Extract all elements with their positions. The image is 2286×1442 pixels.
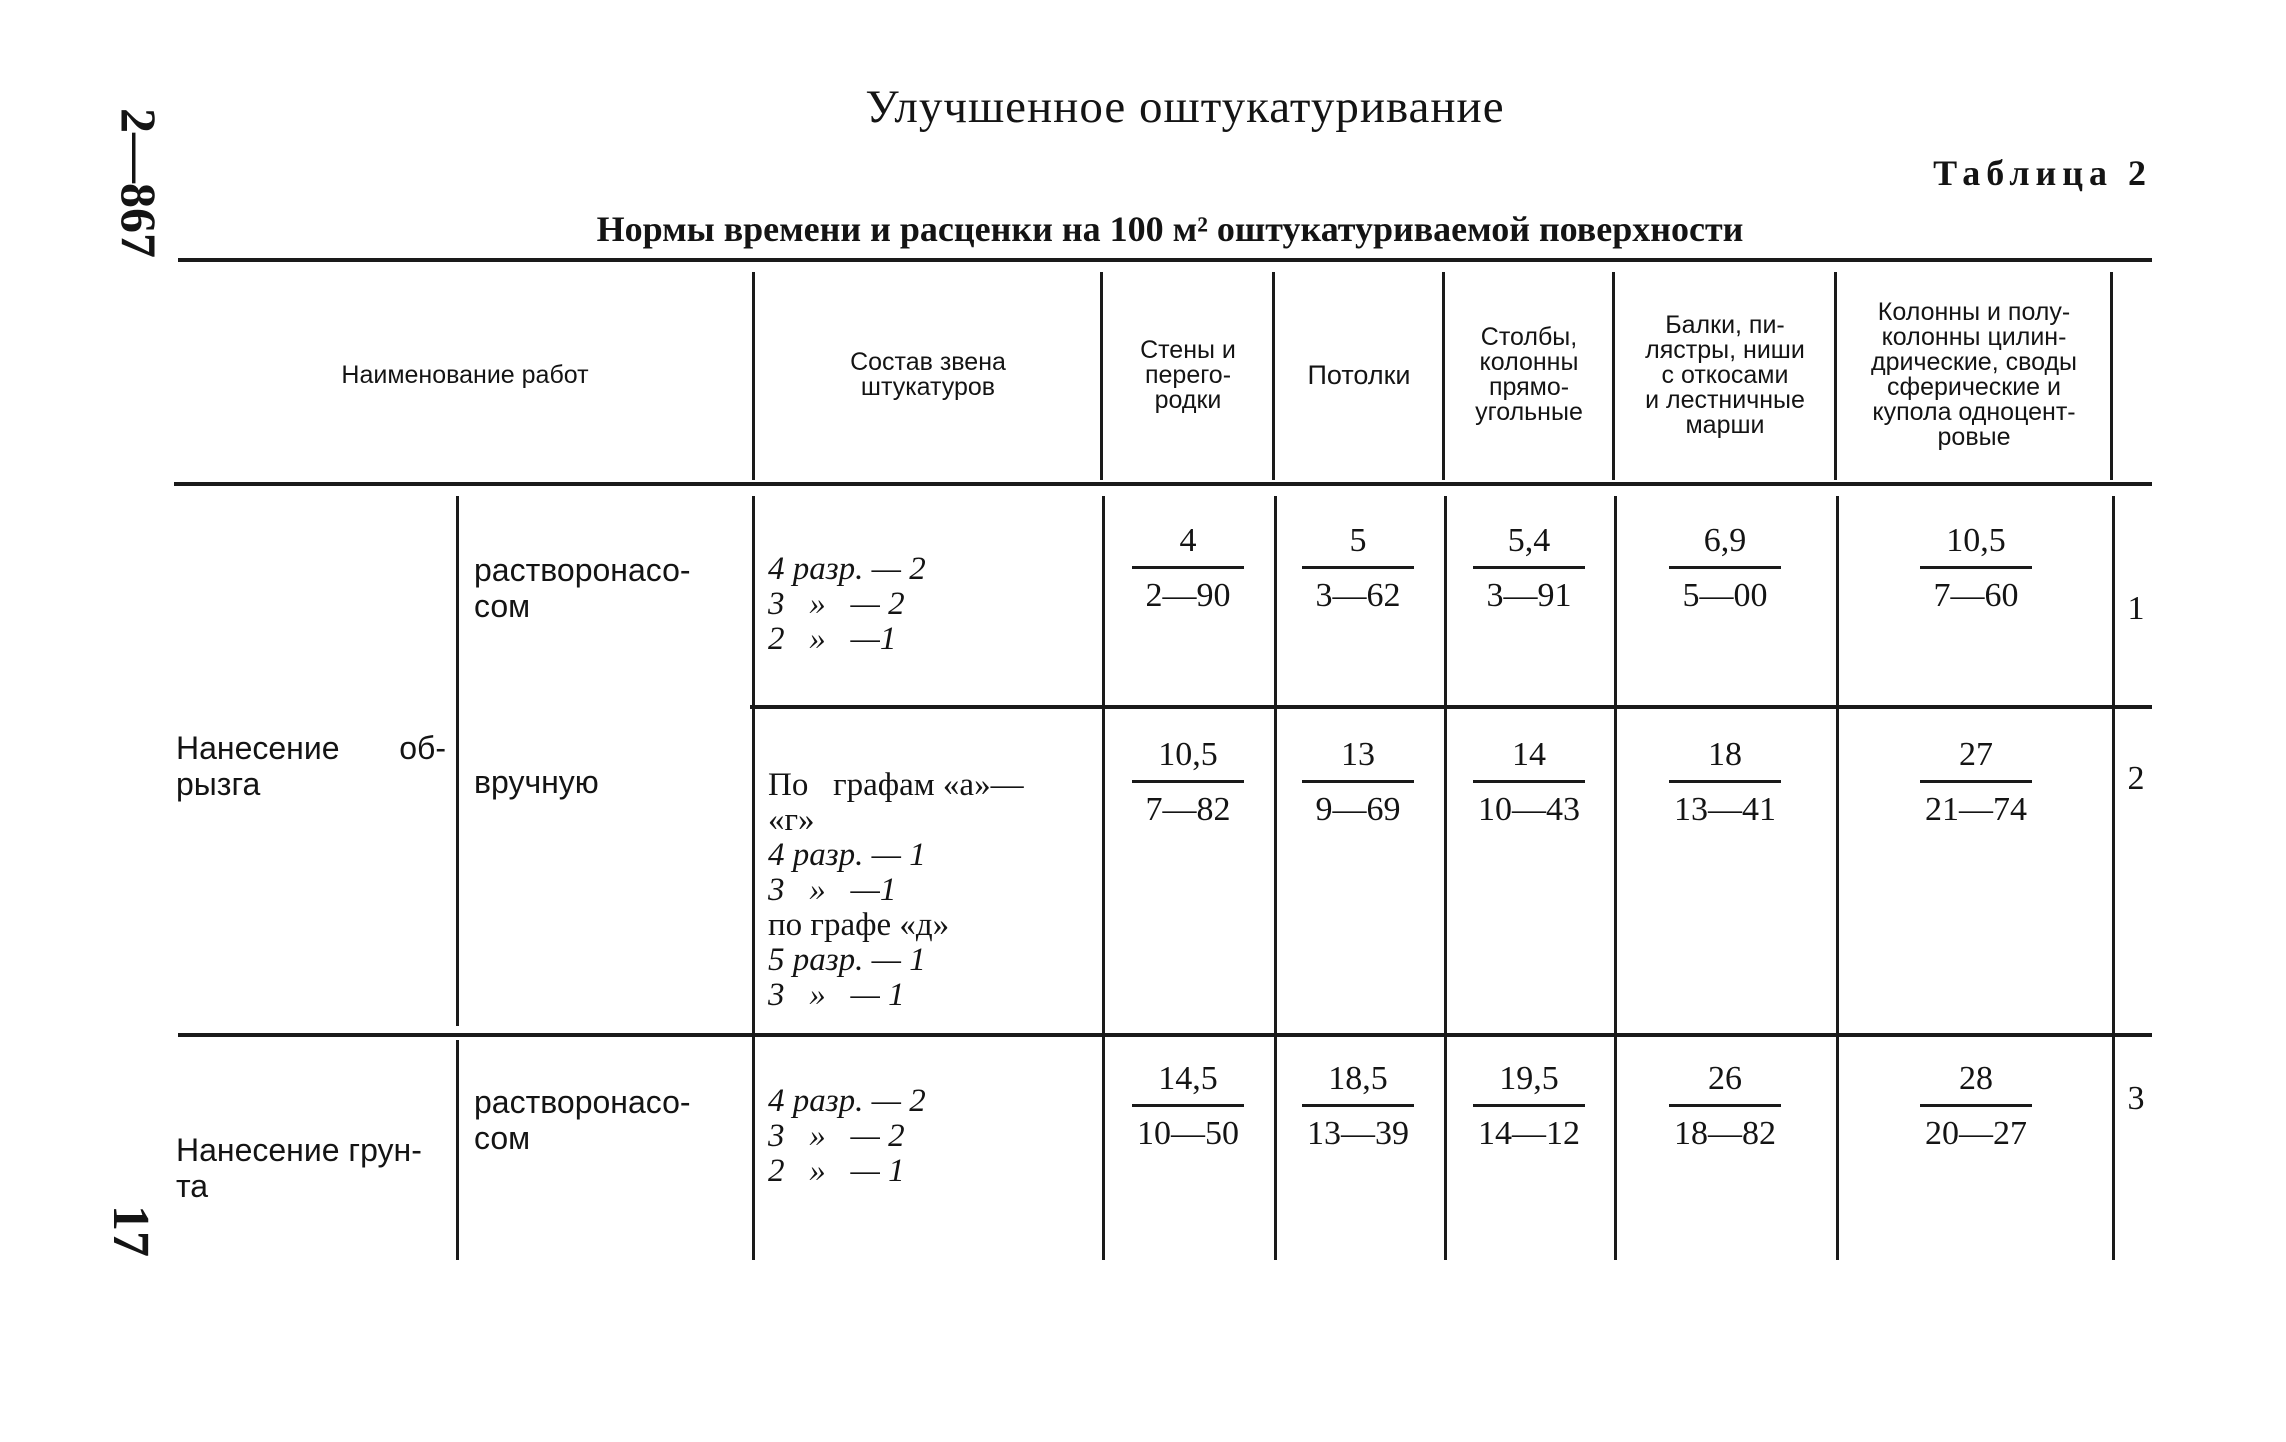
row-number: 3 (2127, 1080, 2145, 1117)
row-number: 1 (2127, 590, 2145, 627)
header-col-beams (1616, 270, 1834, 480)
row-number: 2 (2127, 760, 2145, 797)
side-page-number-top: 2—867 (111, 108, 167, 258)
rate: 14—12 (1478, 1115, 1580, 1152)
crew-line: 3 » — 1 (768, 977, 905, 1013)
value-row-1-beams (1655, 522, 1795, 615)
header-col-pillars-line: колонны (1479, 348, 1579, 376)
method-row-1 (474, 552, 744, 624)
rule-v-d-h (1612, 272, 1615, 480)
crew-row-1 (768, 552, 1098, 657)
time-norm: 13 (1341, 736, 1375, 773)
crew-line: 3 » — 2 (768, 586, 905, 622)
rate: 7—60 (1933, 577, 2019, 614)
value-row-2-columns (1906, 736, 2046, 829)
fraction-bar (1669, 1104, 1781, 1107)
crew-line: По графам «а»— (768, 767, 1024, 803)
header-col-beams-line: и лестничные (1645, 385, 1805, 414)
rate: 9—69 (1315, 791, 1401, 828)
header-col-columns-line: дрические, своды (1871, 348, 2077, 376)
header-crew-line: штукатуров (860, 373, 996, 401)
value-row-2-pillars (1459, 736, 1599, 829)
table-number: Таблица 2 (1933, 153, 2152, 193)
rate: 7—82 (1145, 791, 1231, 828)
group-name-line: Нанесение грун- (176, 1132, 422, 1168)
header-work-name (178, 270, 752, 480)
rate: 3—91 (1486, 577, 1572, 614)
crew-line: 3 » — 2 (768, 1118, 905, 1154)
rule-v-b-h (1272, 272, 1275, 480)
fraction-bar (1473, 780, 1585, 783)
fraction-bar (1473, 1104, 1585, 1107)
fraction-bar (1920, 566, 2032, 569)
time-norm: 18,5 (1328, 1060, 1388, 1097)
method-line: вручную (474, 764, 599, 800)
header-col-columns-line: ровые (1937, 423, 2011, 451)
rule-v-e-h (1834, 272, 1837, 480)
fraction-bar (1473, 566, 1585, 569)
time-norm: 10,5 (1158, 736, 1218, 773)
header-col-columns-line: колонны цилин- (1881, 323, 2067, 351)
value-row-3-ceilings (1288, 1060, 1428, 1153)
fraction-bar (1302, 1104, 1414, 1107)
time-norm: 28 (1959, 1060, 1993, 1097)
fraction-bar (1920, 780, 2032, 783)
time-norm: 14,5 (1158, 1060, 1218, 1097)
header-col-walls (1104, 270, 1272, 480)
rule-v-d (1614, 496, 1617, 1260)
method-line: сом (474, 588, 531, 624)
header-col-beams-line: лястры, ниши (1645, 335, 1805, 364)
value-row-3-columns (1906, 1060, 2046, 1153)
rule-v-e (1836, 496, 1839, 1260)
header-col-beams-line: с откосами (1661, 360, 1789, 389)
fraction-bar (1920, 1104, 2032, 1107)
side-page-number-bottom: 17 (102, 1205, 159, 1257)
page-title: Улучшенное оштукатуривание (865, 81, 1505, 133)
fraction-bar (1132, 1104, 1244, 1107)
time-norm: 5 (1349, 522, 1367, 559)
group-name-line: та (176, 1168, 209, 1204)
header-col-pillars (1446, 270, 1612, 480)
rule-v-crew (752, 496, 755, 1260)
value-row-1-columns (1906, 522, 2046, 615)
header-col-pillars-line: Столбы, (1480, 323, 1578, 351)
crew-line: 3 » —1 (768, 872, 897, 908)
time-norm: 26 (1708, 1060, 1742, 1097)
rate: 10—50 (1137, 1115, 1239, 1152)
crew-row-3 (768, 1084, 1098, 1189)
header-col-ceilings-line: Потолки (1307, 359, 1411, 390)
header-col-columns-line: сферические и (1887, 373, 2061, 401)
rate: 13—39 (1307, 1115, 1409, 1152)
value-row-1-pillars (1459, 522, 1599, 615)
rule-v-crew-h (752, 272, 755, 480)
time-norm: 18 (1708, 736, 1742, 773)
header-col-walls-line: Стены и (1140, 335, 1236, 364)
value-row-3-pillars (1459, 1060, 1599, 1153)
crew-line: 2 » —1 (768, 621, 897, 657)
method-line: растворонасо- (474, 1084, 691, 1120)
header-col-columns-line: купола одноцент- (1872, 398, 2076, 426)
rate: 5—00 (1682, 577, 1768, 614)
value-row-1-walls (1118, 522, 1258, 615)
value-row-2-beams (1655, 736, 1795, 829)
group-name-spatter (176, 730, 446, 802)
rate: 21—74 (1925, 791, 2027, 828)
crew-line: 4 разр. — 2 (768, 1083, 926, 1119)
header-col-beams-line: марши (1685, 410, 1765, 439)
method-line: сом (474, 1120, 531, 1156)
time-norm: 10,5 (1946, 522, 2006, 559)
rule-v-f-h (2110, 272, 2113, 480)
header-crew (756, 270, 1100, 480)
fraction-bar (1669, 566, 1781, 569)
value-row-2-ceilings (1288, 736, 1428, 829)
time-norm: 4 (1179, 522, 1197, 559)
value-row-1-ceilings (1288, 522, 1428, 615)
rule-row-1-bottom (750, 705, 2152, 709)
rate: 10—43 (1478, 791, 1580, 828)
rule-v-method-1 (456, 496, 459, 1026)
rule-v-c (1444, 496, 1447, 1260)
fraction-bar (1132, 780, 1244, 783)
rule-header-bottom (174, 482, 2152, 486)
header-col-walls-line: перего- (1144, 360, 1232, 389)
time-norm: 27 (1959, 736, 1993, 773)
header-col-pillars-line: прямо- (1488, 373, 1570, 401)
fraction-bar (1302, 780, 1414, 783)
rate: 20—27 (1925, 1115, 2027, 1152)
rule-top (178, 258, 2152, 262)
method-row-2 (474, 764, 744, 800)
crew-line: 2 » — 1 (768, 1153, 905, 1189)
time-norm: 5,4 (1507, 522, 1551, 559)
header-col-beams-line: Балки, пи- (1665, 310, 1785, 339)
rule-v-method-2 (456, 1040, 459, 1260)
header-col-pillars-line: угольные (1475, 398, 1583, 426)
fraction-bar (1669, 780, 1781, 783)
rule-row-2-bottom (178, 1033, 2152, 1037)
method-row-3 (474, 1084, 744, 1156)
rate: 18—82 (1674, 1115, 1776, 1152)
crew-line: 4 разр. — 1 (768, 837, 926, 873)
value-row-2-walls (1118, 736, 1258, 829)
fraction-bar (1132, 566, 1244, 569)
rule-v-f (2112, 496, 2115, 1260)
fraction-bar (1302, 566, 1414, 569)
crew-line: 5 разр. — 1 (768, 942, 926, 978)
crew-line: по графе «д» (768, 907, 950, 943)
value-row-3-walls (1118, 1060, 1258, 1153)
group-name-primer (176, 1132, 452, 1204)
rate: 2—90 (1145, 577, 1231, 614)
time-norm: 14 (1512, 736, 1546, 773)
crew-line: «г» (768, 802, 815, 838)
header-work-name-text: Наименование работ (341, 360, 589, 389)
header-col-columns-line: Колонны и полу- (1877, 298, 2071, 326)
rate: 3—62 (1315, 577, 1401, 614)
group-name-line: рызга (176, 766, 261, 802)
rule-v-b (1274, 496, 1277, 1260)
value-row-3-beams (1655, 1060, 1795, 1153)
time-norm: 19,5 (1499, 1060, 1559, 1097)
rate: 13—41 (1674, 791, 1776, 828)
crew-row-2 (768, 768, 1098, 1013)
rule-v-c-h (1442, 272, 1445, 480)
rule-v-a-h (1100, 272, 1103, 480)
rule-v-a (1102, 496, 1105, 1260)
method-line: растворонасо- (474, 552, 691, 588)
header-crew-line: Состав звена (850, 348, 1006, 376)
table-subtitle: Нормы времени и расценки на 100 м² оштукатуриваемой поверхности (596, 209, 1744, 249)
header-col-ceilings (1276, 270, 1442, 480)
time-norm: 6,9 (1703, 522, 1747, 559)
header-col-walls-line: родки (1154, 385, 1222, 414)
header-col-columns (1838, 270, 2110, 480)
crew-line: 4 разр. — 2 (768, 551, 926, 587)
group-name-line: Нанесение об- (176, 730, 446, 766)
